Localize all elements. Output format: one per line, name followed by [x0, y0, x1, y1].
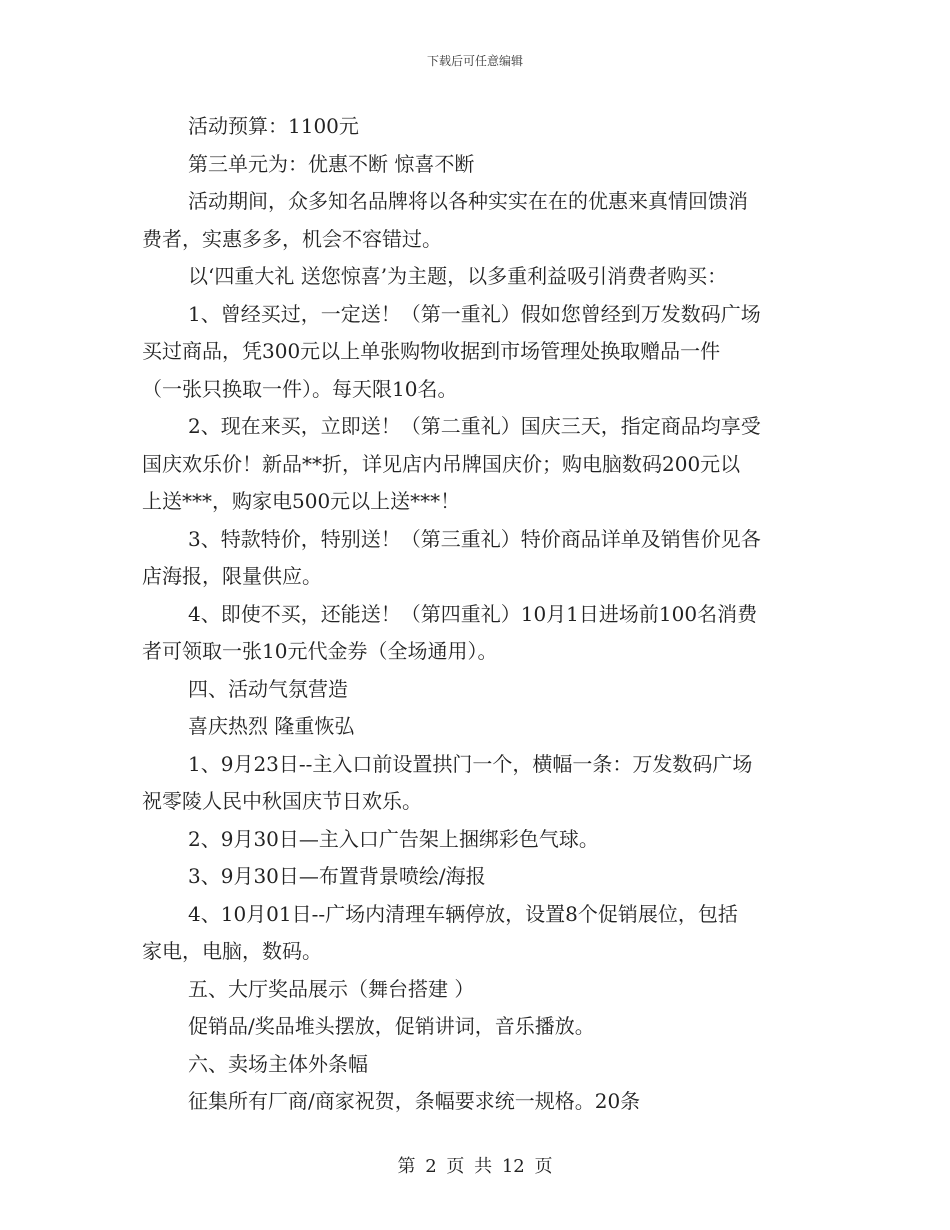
text-line: 店海报，限量供应。 [142, 564, 322, 588]
document-body [142, 108, 812, 1121]
text-line: 上送***，购家电500元以上送***！ [142, 489, 461, 513]
text-line: 3、9月30日—布置背景喷绘/海报 [188, 864, 486, 888]
text-line: 3、特款特价，特别送！（第三重礼）特价商品详单及销售价见各 [188, 526, 761, 551]
text-line: 四、活动气氛营造 [188, 676, 348, 701]
text-line: 买过商品，凭300元以上单张购物收据到市场管理处换取赠品一件 [142, 339, 721, 363]
text-line: 促销品/奖品堆头摆放，促销讲词，音乐播放。 [188, 1014, 595, 1038]
text-line: 活动预算：1100元 [188, 114, 359, 138]
text-line: 第三单元为：优惠不断 惊喜不断 [188, 151, 475, 176]
text-line: 4、10月01日--广场内清理车辆停放，设置8个促销展位，包括 [188, 901, 738, 926]
text-line: 家电，电脑，数码。 [142, 939, 322, 963]
text-line: 1、曾经买过，一定送！（第一重礼）假如您曾经到万发数码广场 [188, 301, 761, 326]
page-footer: 第 2 页 共 12 页 [397, 1156, 553, 1177]
page-header: 下载后可任意编辑 [426, 54, 523, 68]
text-line: 祝零陵人民中秋国庆节日欢乐。 [142, 789, 422, 813]
text-line: 六、卖场主体外条幅 [188, 1051, 368, 1076]
text-line: 者可领取一张10元代金券（全场通用）。 [142, 639, 498, 663]
text-line: 征集所有厂商/商家祝贺，条幅要求统一规格。20条 [188, 1089, 641, 1113]
text-line: 以‘四重大礼 送您惊喜’为主题，以多重利益吸引消费者购买： [188, 264, 728, 288]
text-line: 4、即使不买，还能送！（第四重礼）10月1日进场前100名消费 [188, 601, 758, 626]
text-line: （一张只换取一件）。每天限10名。 [142, 376, 458, 401]
text-line: 2、9月30日—主入口广告架上捆绑彩色气球。 [188, 826, 599, 851]
text-line: 2、现在来买，立即送！（第二重礼）国庆三天，指定商品均享受 [188, 414, 761, 438]
text-line: 活动期间，众多知名品牌将以各种实实在在的优惠来真情回馈消 [188, 189, 748, 213]
text-line: 费者，实惠多多，机会不容错过。 [142, 226, 442, 251]
text-line: 1、9月23日--主入口前设置拱门一个，横幅一条：万发数码广场 [188, 751, 753, 776]
text-line: 国庆欢乐价！新品**折，详见店内吊牌国庆价；购电脑数码200元以 [142, 451, 741, 476]
text-line: 喜庆热烈 隆重恢弘 [188, 714, 355, 738]
text-line: 五、大厅奖品展示（舞台搭建 ） [188, 976, 475, 1001]
